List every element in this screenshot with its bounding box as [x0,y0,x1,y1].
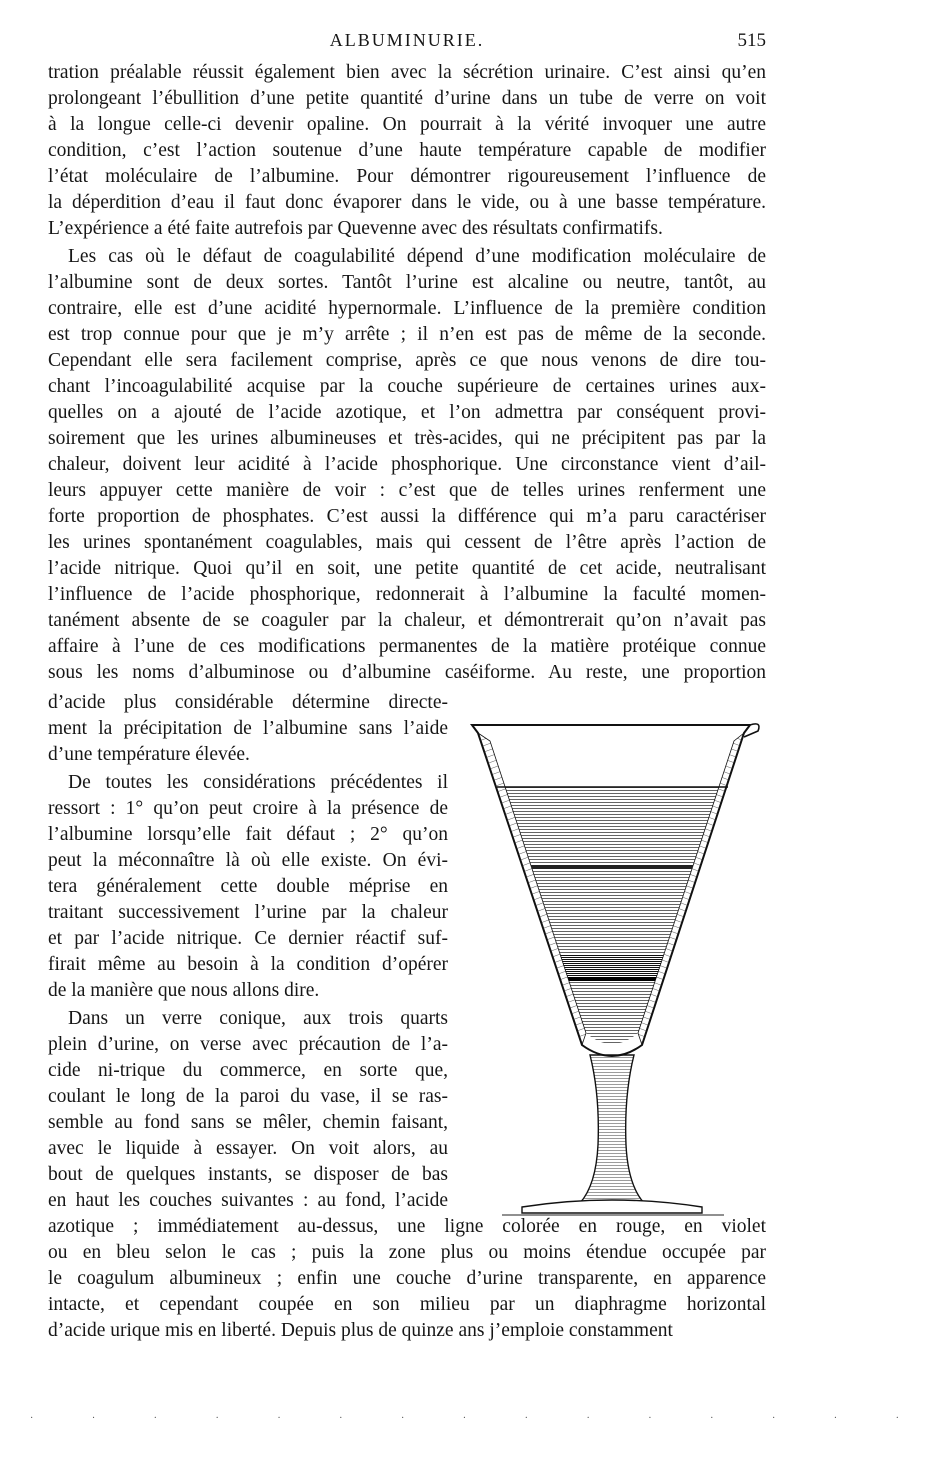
text-line: De toutes les considérations précédentes il [68,772,448,793]
text-line: les urines spontanément coagulables, mais qui cessent de l’être après l’action de [48,532,766,553]
urine-layer-lower [462,869,766,955]
text-line: en haut les couches suivantes : au fond, l’acide [48,1190,448,1211]
text-line: soirement que les urines albumineuses et très-acides, qui ne précipitent pas par la [48,428,766,449]
text-line: l’état moléculaire de l’albumine. Pour démontrer rigoureusement l’influence de [48,166,766,187]
text-line: sous les noms d’albuminose ou d’albumine caséiforme. Au reste, une proportion [48,662,766,683]
text-line: l’albumine lorsqu’elle fait défaut ; 2° qu’on [48,824,448,845]
text-line: et par l’acide nitrique. Ce dernier réactif suf- [48,928,448,949]
text-line: azotique ; immédiatement au-dessus, une ligne colorée en rouge, en violet [48,1216,766,1237]
text-line: d’acide urique mis en liberté. Depuis plus de quinze ans j’emploie constamment [48,1320,673,1341]
text-line: Dans un verre conique, aux trois quarts [68,1008,448,1029]
colored-ring-line [462,977,766,981]
glass-stem [580,1055,644,1203]
text-line: l’albumine sont de deux sortes. Tantôt l’urine est alcaline ou neutre, tantôt, au [48,272,766,293]
text-line: l’influence de l’acide phosphorique, redonnerait à l’albumine la faculté momen- [48,584,766,605]
text-line: d’une température élevée. [48,744,250,765]
text-line: contraire, elle est d’une acidité hypernormale. L’influence de la première condition [48,298,766,319]
text-line: bout de quelques instants, se disposer de bas [48,1164,448,1185]
text-line: peut la méconnaître là où elle existe. On évi- [48,850,448,871]
text-line: intacte, et cependant coupée en son milieu par un diaphragme horizontal [48,1294,766,1315]
text-line: l’acide nitrique. Quoi qu’il en soit, une petite quantité de cet acide, neutralisant [48,558,766,579]
text-line: chant l’incoagulabilité acquise par la couche supérieure de certaines urines aux- [48,376,766,397]
text-line: à la longue celle-ci devenir opaline. On pourrait à la vérité invoquer une autre [48,114,766,135]
text-line: cide ni-trique du commerce, en sorte que, [48,1060,448,1081]
text-line: plein d’urine, on verse avec précaution de l’a- [48,1034,448,1055]
text-line: de la manière que nous allons dire. [48,980,320,1001]
text-line: chaleur, doivent leur acidité à l’acide phosphorique. Une circonstance vient d’ail- [48,454,766,475]
text-line: ment la précipitation de l’albumine sans l’aide [48,718,448,739]
text-line: d’acide plus considérable détermine directe- [48,692,448,713]
text-line: semble au fond sans se mêler, chemin faisant, [48,1112,448,1133]
text-line: ressort : 1° qu’on peut croire à la présence de [48,798,448,819]
text-line: Les cas où le défaut de coagulabilité dépend d’une modification moléculaire de [68,246,766,267]
text-line: prolongeant l’ébullition d’une petite quantité d’urine dans un tube de verre on voit [48,88,766,109]
text-line: forte proportion de phosphates. C’est aussi la différence qui m’a paru caractériser [48,506,766,527]
text-line: tera généralement cette double méprise en [48,876,448,897]
text-line: tration préalable réussit également bien avec la sécrétion urinaire. C’est ainsi qu’en [48,62,766,83]
text-line: le coagulum albumineux ; enfin une couche d’urine transparente, en apparence [48,1268,766,1289]
conical-glass-illustration [462,715,766,1223]
text-line: coulant le long de la paroi du vase, il se ras- [48,1086,448,1107]
text-line: tanément absente de se coaguler par la chaleur, et démontrerait qu’on n’avait pas [48,610,766,631]
text-line: quelles on a ajouté de l’acide azotique, et l’on admettra par conséquent provi- [48,402,766,423]
text-line: est trop connue pour que je m’y arrête ; il n’en est pas de même de la seconde. [48,324,766,345]
uric-acid-diaphragm [462,865,766,869]
glass-foot [522,1200,702,1213]
text-line: leurs appuyer cette manière de voir : c’est que de telles urines renferment une [48,480,766,501]
running-header [48,28,766,58]
text-line: avec le liquide à essayer. On voit alors, au [48,1138,448,1159]
text-line: condition, c’est l’action soutenue d’une haute température capable de modifier [48,140,766,161]
liquid-layers [462,787,766,1061]
text-line: Cependant elle sera facilement comprise, après ce que nous venons de dire tou- [48,350,766,371]
running-title: ALBUMINURIE. [329,30,485,50]
albumin-coagulum-zone [462,955,766,977]
text-line: ou en bleu selon le cas ; puis la zone plus ou moins étendue occupée par [48,1242,766,1263]
text-line: firait même au besoin à la condition d’opérer [48,954,448,975]
text-line: L’expérience a été faite autrefois par Quevenne avec des résultats confirmatifs. [48,218,663,239]
scan-margin-marks: · · · · · · · · · · · · · · · [30,1413,927,1424]
text-line: la déperdition d’eau il faut donc évaporer dans le vide, ou à une basse température. [48,192,766,213]
text-line: affaire à l’une de ces modifications permanentes de la matière protéique connue [48,636,766,657]
text-line: traitant successivement l’urine par la chaleur [48,902,448,923]
page-number: 515 [737,30,766,51]
